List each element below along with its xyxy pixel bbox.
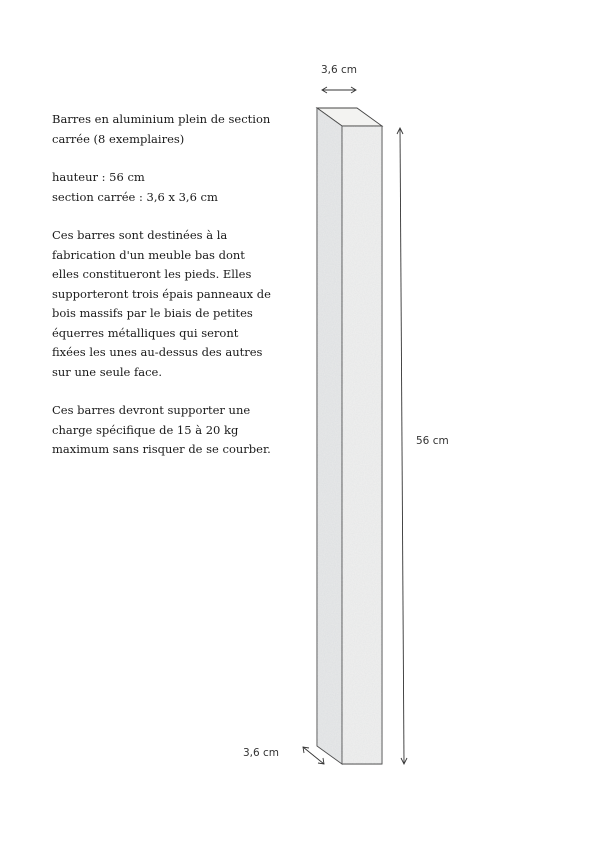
purpose-line: fixées les unes au-dessus des autres — [52, 345, 263, 359]
width-dimension-arrow — [322, 87, 356, 93]
load-line: Ces barres devront supporter une — [52, 403, 251, 417]
height-dimension-arrow — [397, 128, 407, 764]
purpose-line: équerres métalliques qui seront — [52, 325, 239, 340]
title-line-1: Barres en aluminium plein de section — [52, 112, 271, 126]
load-line: charge spécifique de 15 à 20 kg — [52, 422, 239, 437]
title-line-2: carrée (8 exemplaires) — [52, 131, 185, 146]
purpose-line: Ces barres sont destinées à la — [52, 228, 228, 242]
depth-label: 3,6 cm — [243, 747, 280, 759]
width-label: 3,6 cm — [321, 64, 358, 76]
purpose-line: sur une seule face. — [52, 364, 163, 379]
depth-dimension-arrow — [303, 747, 324, 764]
height-label: 56 cm — [416, 435, 449, 447]
height-spec: hauteur : 56 cm — [52, 170, 145, 184]
purpose-line: bois massifs par le biais de petites — [52, 306, 253, 320]
purpose-line: elles constitueront les pieds. Elles — [52, 267, 252, 281]
section-spec: section carrée : 3,6 x 3,6 cm — [52, 189, 218, 204]
aluminium-bar — [317, 108, 382, 764]
purpose-line: fabrication d'un meuble bas dont — [52, 247, 245, 262]
load-line: maximum sans risquer de se courber. — [52, 442, 271, 456]
purpose-line: supporteront trois épais panneaux de — [52, 286, 271, 301]
